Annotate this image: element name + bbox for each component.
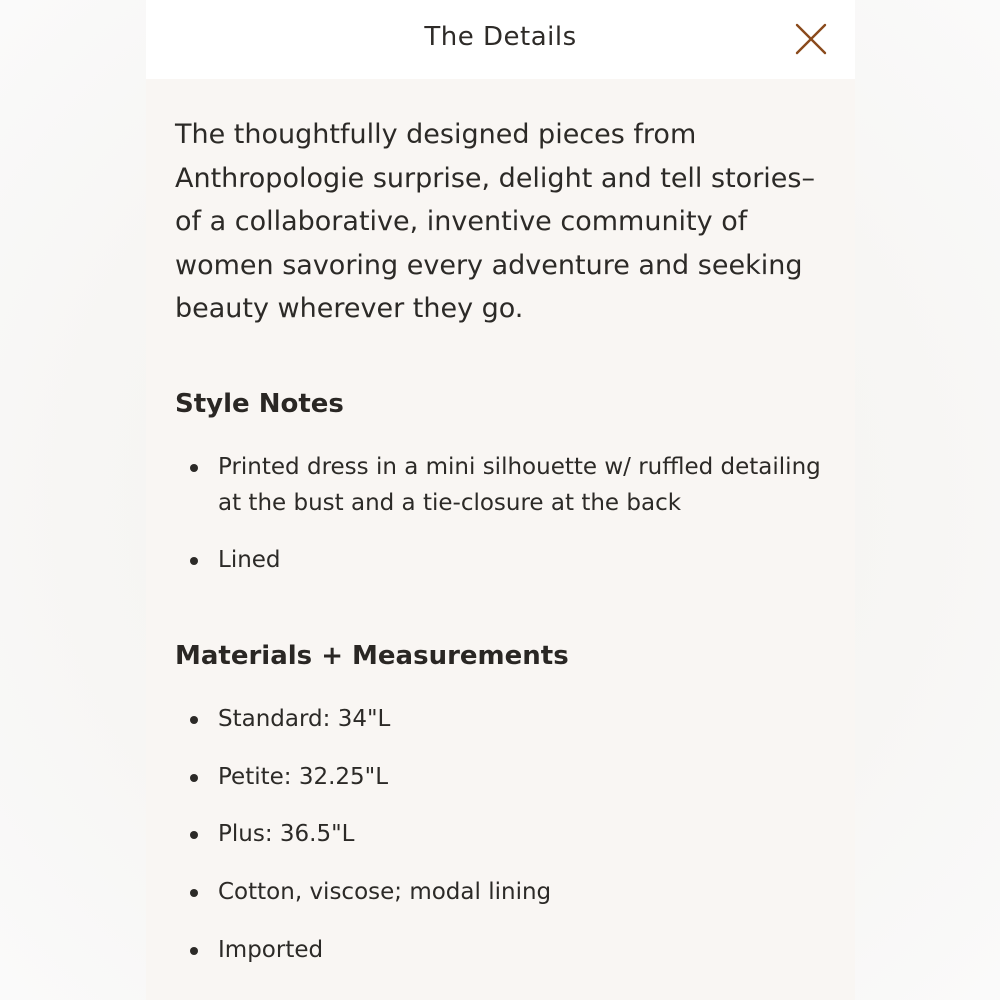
list-item-text: Printed dress in a mini silhouette w/ ruffled detailing at the bust and a tie-closure at the back xyxy=(218,454,821,516)
bullet-icon xyxy=(190,889,198,897)
close-icon xyxy=(794,22,828,56)
list-item-text: Standard: 34"L xyxy=(218,706,391,732)
list-item-text: Cotton, viscose; modal lining xyxy=(218,879,552,905)
modal-header xyxy=(146,0,855,79)
list-item-text: Imported xyxy=(218,937,324,963)
bullet-icon xyxy=(190,774,198,782)
bullet-icon xyxy=(190,947,198,955)
intro-paragraph: The thoughtfully designed pieces from Anthropologie surprise, delight and tell stories–of a collaborative, inventive community of women savoring every adventure and seeking beauty wherever they go. xyxy=(175,119,815,324)
list-item-text: Petite: 32.25"L xyxy=(218,764,389,790)
list-item xyxy=(175,874,835,910)
style-notes-heading: Style Notes xyxy=(175,389,344,419)
materials-heading: Materials + Measurements xyxy=(175,641,569,671)
bullet-icon xyxy=(190,716,198,724)
list-item xyxy=(175,932,835,968)
list-item xyxy=(175,701,835,737)
close-button[interactable] xyxy=(794,22,828,56)
list-item-text: Plus: 36.5"L xyxy=(218,821,355,847)
modal-body xyxy=(175,79,835,963)
modal-title: The Details xyxy=(424,22,577,52)
bullet-icon xyxy=(190,831,198,839)
list-item xyxy=(175,816,835,852)
list-item-text: Lined xyxy=(218,547,281,573)
bullet-icon xyxy=(190,557,198,565)
list-item xyxy=(175,449,835,521)
bullet-icon xyxy=(190,464,198,472)
details-modal xyxy=(146,0,855,1000)
list-item xyxy=(175,759,835,795)
list-item xyxy=(175,542,835,578)
